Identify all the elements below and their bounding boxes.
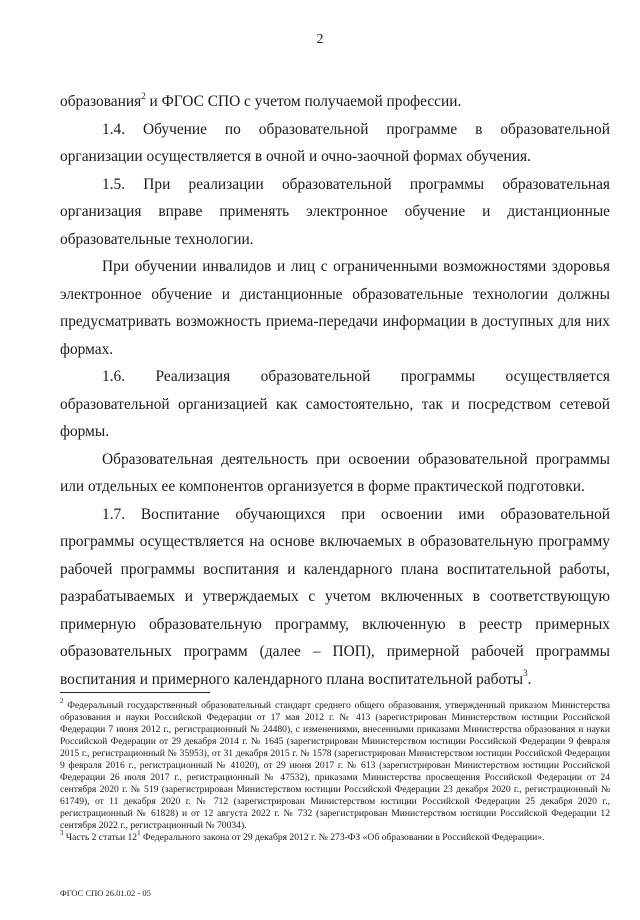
paragraph-text: 1.7. Воспитание обучающихся при освоении ими образовательной программы осуществляется на основе включаемых в образовательную программу рабочей программы воспитания и календарного плана воспитательной работы, разрабатываемых и утверждаемых с учетом включенных в соответствующую примерную образовательную программу, включенную в реестр примерных образовательных программ (далее – ПОП), примерной рабочей программы воспитания и примерного календарного плана воспитательной работы [60,505,610,688]
paragraph-accessibility: При обучении инвалидов и лиц с ограниченными возможностями здоровья электронное обучение и дистанционные образовательные технологии должны предусматривать возможность приема-передачи информации в доступных для них формах. [60,258,610,358]
footnote-3 [60,828,610,844]
footnote-text: Федеральный государственный образовательный стандарт среднего общего образования, утвержденный приказом Министерства образования и науки Российской Федерации от 17 мая 2012 г. № 413 (зарегистрирован Министерством юстиции Российской Федерации 7 июня 2012 г., регистрационный № 24480), с изменениями, внесенными приказами Министерства образования и науки Российской Федерации от 29 декабря 2014 г. № 1645 (зарегистрирован Министерством юстиции Российской Федерации 9 февраля 2015 г., регистрационный № 35953), от 31 декабря 2015 г. № 1578 (зарегистрирован Министерством юстиции Российской Федерации 9 февраля 2016 г., регистрационный № 41020), от 29 июня 2017 г. № 613 (зарегистрирован Министерством юстиции Российской Федерации 26 июля 2017 г., регистрационный № 47532), приказами Министерства просвещения Российской Федерации от 24 сентября 2020 г. № 519 (зарегистрирован Министерством юстиции Российской Федерации 23 декабря 2020 г., регистрационный № 61749), от 11 декабря 2020 г. № 712 (зарегистрирован Министерством юстиции Российской Федерации 25 декабря 2020 г., регистрационный № 61828) и от 12 августа 2022 г. № 732 (зарегистрирован Министерством юстиции Российской Федерации 12 сентября 2022 г., регистрационный № 70034). [60,700,610,831]
article-superscript: 1 [137,828,141,837]
paragraph-1-4: 1.4. Обучение по образовательной программе в образовательной организации осуществляется в очной и очно-заочной формах обучения. [60,120,610,165]
paragraph-practical-training: Образовательная деятельность при освоении образовательной программы или отдельных ее компонентов организуется в форме практической подготовки. [60,450,610,495]
page-number: 2 [316,32,324,47]
footnote-ref-2[interactable]: 2 [141,90,146,101]
form-code: ФГОС СПО 26.01.02 - 05 [60,888,151,898]
body-text [60,88,610,693]
footnote-marker: 3 [60,828,64,837]
footnote-separator [60,692,210,693]
footnote-ref-3[interactable]: 3 [523,668,528,679]
paragraph-1-5: 1.5. При реализации образовательной программы образовательная организация вправе применять электронное обучение и дистанционные образовательные технологии. [60,175,610,248]
footnote-text: Федерального закона от 29 декабря 2012 г. № 273-ФЗ «Об образовании в Российской Федерации». [140,832,545,843]
paragraph-text: и ФГОС СПО с учетом получаемой профессии. [145,93,462,110]
paragraph-1-6: 1.6. Реализация образовательной программы осуществляется образовательной организацией как самостоятельно, так и посредством сетевой формы. [60,368,610,440]
paragraph-text: образования [60,93,142,110]
footnote-text: Часть 2 статьи 12 [63,832,138,843]
paragraph-1-7 [60,501,610,694]
footnote-marker: 2 [60,696,64,705]
footnotes [60,696,610,844]
footnote-2 [60,696,610,832]
paragraph-text: . [527,670,532,688]
paragraph-continuation [60,88,610,116]
